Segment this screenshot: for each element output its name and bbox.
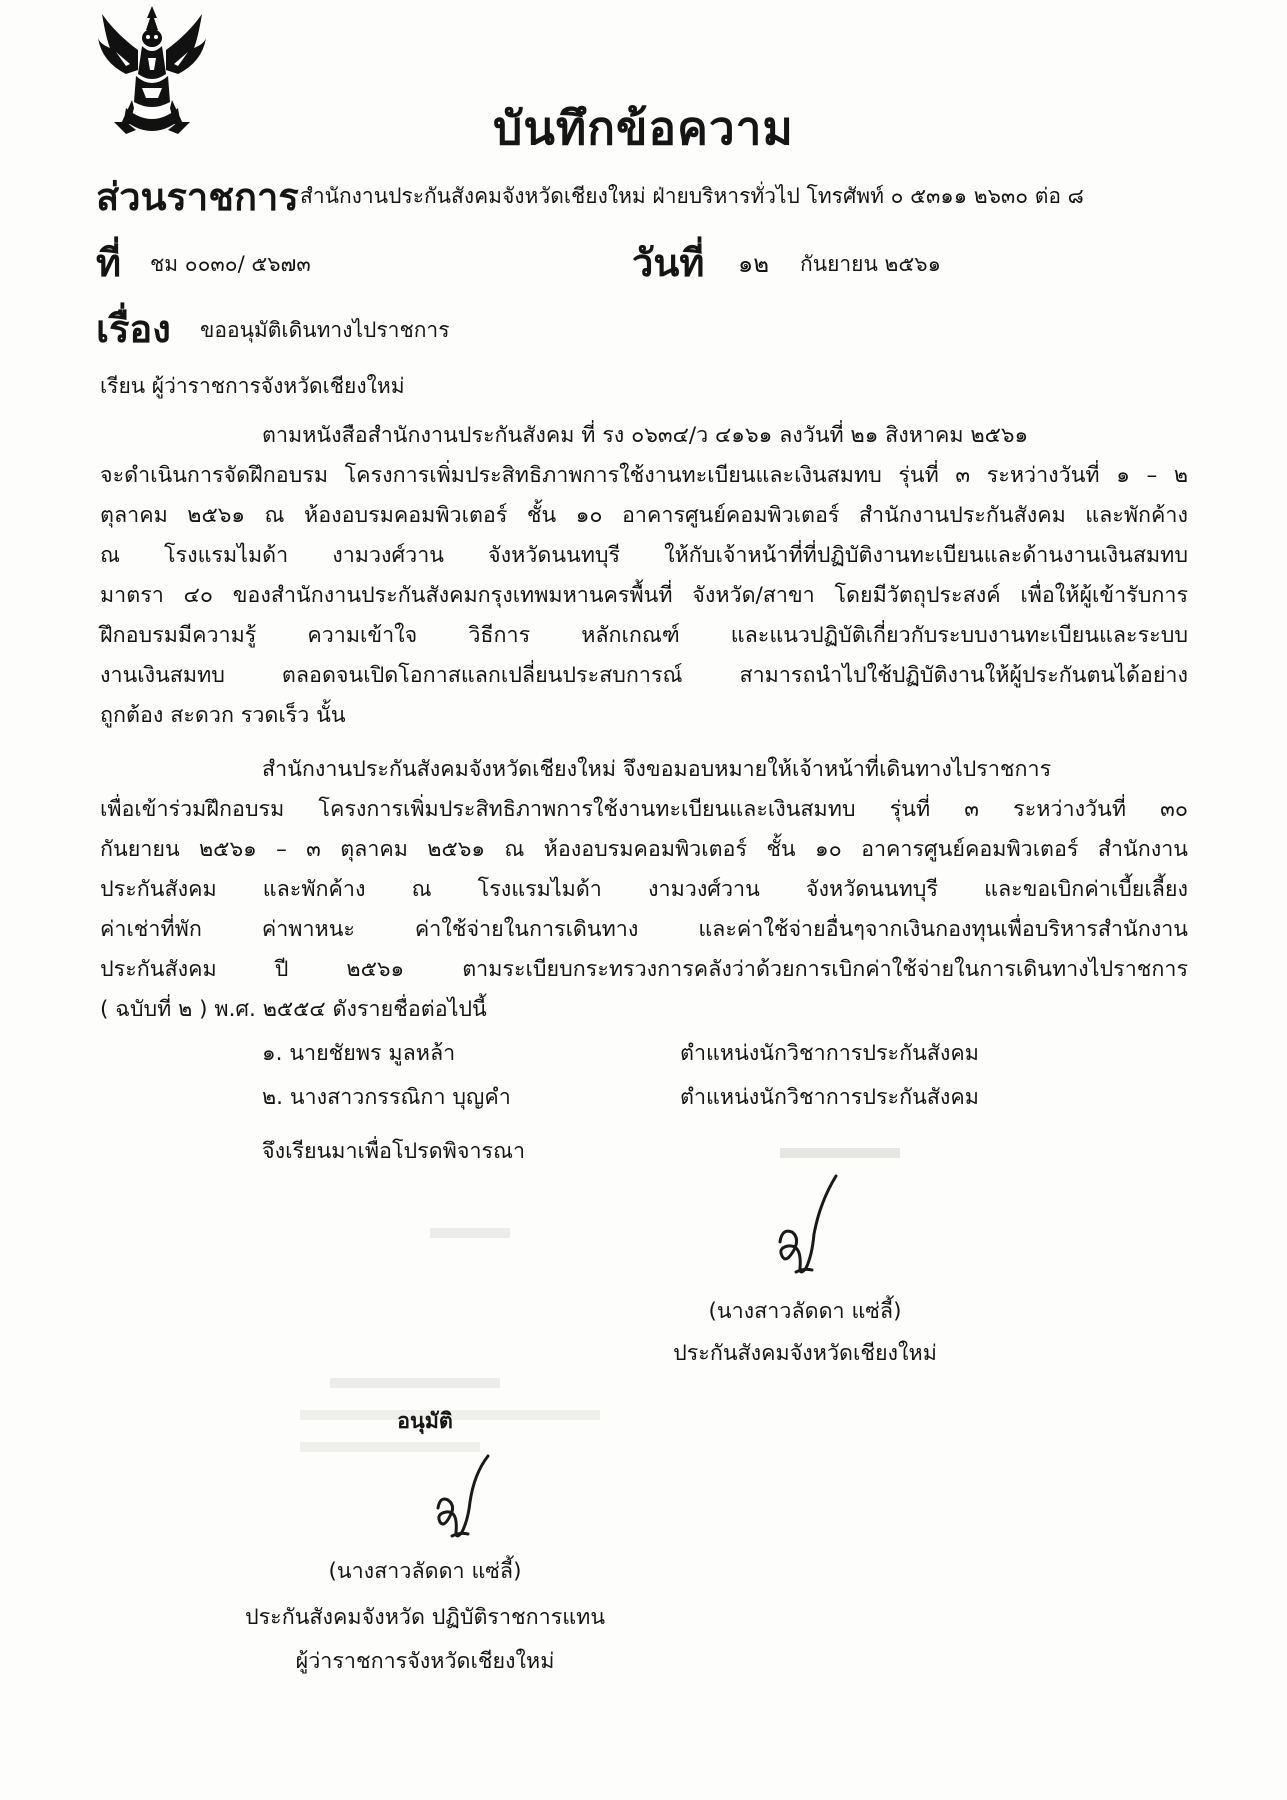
department-value: สำนักงานประกันสังคมจังหวัดเชียงใหม่ ฝ่ายบริหารทั่วไป โทรศัพท์ ๐ ๕๓๑๑ ๒๖๓๐ ต่อ ๘	[300, 184, 1084, 208]
paragraph-1-line: มาตรา ๔๐ ของสำนักงานประกันสังคมกรุงเทพมหานครพื้นที่ จังหวัด/สาขา โดยมีวัตถุประสงค์ เพื่อให้ผู้เข้ารับการ	[100, 583, 1188, 608]
bleed-through-mark	[300, 1442, 480, 1452]
paragraph-1-line: ณ โรงแรมไมด้า งามวงศ์วาน จังหวัดนนทบุรี ให้กับเจ้าหน้าที่ที่ปฏิบัติงานทะเบียนและด้านงานเงินสมทบ	[100, 543, 1188, 568]
staff-name: ๒. นางสาวกรรณิกา บุญคำ	[262, 1085, 511, 1110]
approval-label: อนุมัติ	[397, 1409, 453, 1434]
department-label: ส่วนราชการ	[96, 175, 299, 219]
paragraph-2-line: ( ฉบับที่ ๒ ) พ.ศ. ๒๕๕๔ ดังรายชื่อต่อไปนี้	[100, 997, 487, 1022]
approval-signature-icon	[432, 1452, 492, 1544]
date-label: วันที่	[632, 241, 705, 285]
staff-position: ตำแหน่งนักวิชาการประกันสังคม	[680, 1041, 979, 1066]
bleed-through-mark	[780, 1148, 900, 1158]
paragraph-1-line: งานเงินสมทบ ตลอดจนเปิดโอกาสแลกเปลี่ยนประสบการณ์ สามารถนำไปใช้ปฏิบัติงานให้ผู้ประกันตนได้อย่าง	[100, 663, 1188, 688]
paragraph-2-line: ประกันสังคม ปี ๒๕๖๑ ตามระเบียบกระทรวงการคลังว่าด้วยการเบิกค่าใช้จ่ายในการเดินทางไปราชการ	[100, 957, 1188, 982]
paragraph-1-line: ถูกต้อง สะดวก รวดเร็ว นั้น	[100, 703, 346, 728]
signer-1-position: ประกันสังคมจังหวัดเชียงใหม่	[673, 1341, 937, 1366]
approver-position-line-2: ผู้ว่าราชการจังหวัดเชียงใหม่	[295, 1649, 555, 1674]
date-day: ๑๒	[738, 250, 770, 278]
staff-name: ๑. นายชัยพร มูลหล้า	[262, 1041, 456, 1066]
closing-line: จึงเรียนมาเพื่อโปรดพิจารณา	[262, 1139, 526, 1164]
signature-1-icon	[770, 1172, 840, 1282]
paragraph-2-line: กันยายน ๒๕๖๑ – ๓ ตุลาคม ๒๕๖๑ ณ ห้องอบรมคอมพิวเตอร์ ชั้น ๑๐ อาคารศูนย์คอมพิวเตอร์ สำนักงาน	[100, 837, 1188, 862]
reference-value: ชม ๐๐๓๐/ ๕๖๗๓	[150, 252, 311, 276]
subject-value: ขออนุมัติเดินทางไปราชการ	[200, 318, 450, 342]
paragraph-2-line: ค่าเช่าที่พัก ค่าพาหนะ ค่าใช้จ่ายในการเดินทาง และค่าใช้จ่ายอื่นๆจากเงินกองทุนเพื่อบริหารสำนักงาน	[100, 917, 1188, 942]
bleed-through-mark	[430, 1228, 510, 1238]
paragraph-1-line: ตามหนังสือสำนักงานประกันสังคม ที่ รง ๐๖๓๔/ว ๔๑๖๑ ลงวันที่ ๒๑ สิงหาคม ๒๕๖๑	[262, 423, 1029, 448]
subject-label: เรื่อง	[96, 307, 171, 351]
date-month-year: กันยายน ๒๕๖๑	[800, 252, 941, 276]
paragraph-2-line: สำนักงานประกันสังคมจังหวัดเชียงใหม่ จึงขอมอบหมายให้เจ้าหน้าที่เดินทางไปราชการ	[262, 757, 1052, 782]
paragraph-1-line: ฝึกอบรมมีความรู้ ความเข้าใจ วิธีการ หลักเกณฑ์ และแนวปฏิบัติเกี่ยวกับระบบงานทะเบียนและระบบ	[100, 623, 1188, 648]
approver-name: (นางสาวลัดดา แซ่ลี้)	[328, 1559, 522, 1584]
paragraph-1-line: จะดำเนินการจัดฝึกอบรม โครงการเพิ่มประสิทธิภาพการใช้งานทะเบียนและเงินสมทบ รุ่นที่ ๓ ระหว่างวันที่ ๑ – ๒	[100, 463, 1188, 488]
document-title: บันทึกข้อความ	[493, 101, 794, 155]
paragraph-2-line: เพื่อเข้าร่วมฝึกอบรม โครงการเพิ่มประสิทธิภาพการใช้งานทะเบียนและเงินสมทบ รุ่นที่ ๓ ระหว่างวันที่ ๓๐	[100, 797, 1188, 822]
staff-position: ตำแหน่งนักวิชาการประกันสังคม	[680, 1085, 979, 1110]
paragraph-2-line: ประกันสังคม และพักค้าง ณ โรงแรมไมด้า งามวงศ์วาน จังหวัดนนทบุรี และขอเบิกค่าเบี้ยเลี้ยง	[100, 877, 1188, 902]
paragraph-1-line: ตุลาคม ๒๕๖๑ ณ ห้องอบรมคอมพิวเตอร์ ชั้น ๑๐ อาคารศูนย์คอมพิวเตอร์ สำนักงานประกันสังคม และพักค้าง	[100, 503, 1188, 528]
approver-position-line-1: ประกันสังคมจังหวัด ปฏิบัติราชการแทน	[244, 1605, 606, 1630]
reference-label: ที่	[96, 241, 122, 285]
bleed-through-mark	[330, 1378, 500, 1388]
signer-1-name: (นางสาวลัดดา แซ่ลี้)	[708, 1299, 902, 1324]
salutation: เรียน ผู้ว่าราชการจังหวัดเชียงใหม่	[100, 374, 405, 398]
